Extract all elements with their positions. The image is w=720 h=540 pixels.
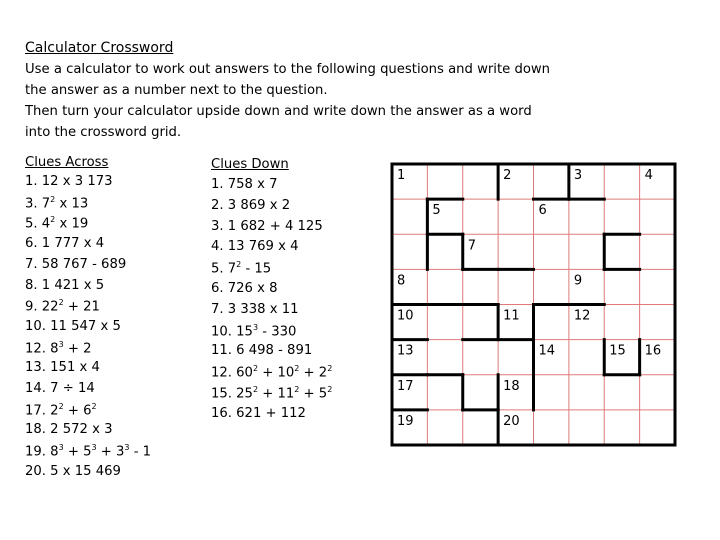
clue-text: 5. 4 [25,216,51,232]
clue-text: + 21 [63,299,100,315]
grid-number: 12 [573,308,591,324]
clue-text: 9. 22 [25,299,59,315]
clue-text: 19. 8 [25,444,59,460]
clue-exponent: 2 [58,298,64,308]
clue-exponent: 2 [294,364,300,374]
clue-text: 11. 6 498 - 891 [211,343,313,359]
clue-text: x 19 [55,216,89,232]
instruction-line: the answer as a number next to the question. [25,83,328,98]
grid-number: 14 [538,343,556,359]
clue-text: 13. 151 x 4 [25,360,100,376]
clue-exponent: 2 [252,364,259,374]
grid-number: 1 [397,168,406,183]
grid-number: 15 [609,343,626,359]
clue-exponent: 2 [252,385,259,394]
clue-text: 4. 13 769 x 4 [211,239,299,255]
clue-text: + 2 [299,365,328,381]
clue-text: x 13 [55,196,89,212]
clue-exponent: 2 [327,385,333,394]
clue-text: 7. 58 767 - 689 [25,256,127,272]
clue-text: 15. 25 [211,386,253,402]
instruction-line: Then turn your calculator upside down and write down the answer as a word [25,104,532,119]
grid-number: 20 [503,413,520,429]
grid-number: 11 [503,308,520,324]
clue-text: 10. 11 547 x 5 [25,318,121,334]
clue-text: + 11 [258,386,295,402]
clue-text: + 5 [299,386,328,402]
grid-number: 16 [644,343,662,359]
grid-number: 5 [432,203,441,219]
clue-text: 8. 1 421 x 5 [25,277,105,293]
instruction-line: into the crossword grid. [25,125,182,140]
clue-exponent: 2 [327,364,333,374]
grid-number: 18 [503,378,520,394]
clue-text: + 5 [63,444,92,460]
clue-text: - 15 [241,261,272,277]
clue-text: 18. 2 572 x 3 [25,422,113,438]
grid-number: 19 [397,413,414,429]
clue-text: + 6 [63,403,92,419]
clue-text: 1. 758 x 7 [211,177,278,192]
grid-number: 9 [573,273,583,289]
clue-text: - 1 [129,444,152,460]
clue-text: 16. 621 + 112 [211,405,306,421]
clue-text: 3. 1 682 + 4 125 [211,218,323,234]
clue-text: - 330 [258,323,297,339]
clues-down-heading: Clues Down [211,157,289,172]
clue-text: 12. 8 [25,340,59,356]
clue-exponent: 2 [294,385,300,394]
clue-text: 5. 7 [211,261,237,277]
page-title: Calculator Crossword [25,40,174,56]
clue-exponent: 3 [91,443,97,453]
clue-exponent: 2 [50,215,56,225]
grid-number: 6 [538,203,547,219]
clue-text: + 2 [63,340,92,356]
clue-text: 7. 3 338 x 11 [211,301,299,317]
clue-exponent: 2 [58,401,64,411]
clue-text: + 10 [258,365,295,381]
clue-text: 10. 15 [211,323,253,339]
clue-text: 1. 12 x 3 173 [25,174,113,189]
grid-number: 4 [644,168,653,183]
grid-number: 3 [573,168,583,183]
clue-exponent: 2 [236,260,242,270]
clue-text: 2. 3 869 x 2 [211,197,291,213]
instruction-line: Use a calculator to work out answers to the following questions and write down [25,62,551,77]
clues-across-heading: Clues Across [25,155,109,170]
grid-number: 13 [397,343,414,359]
clue-exponent: 3 [58,339,64,349]
grid-number: 10 [397,308,414,324]
clue-exponent: 2 [50,194,56,204]
clue-text: 14. 7 ÷ 14 [25,381,95,396]
clue-exponent: 3 [58,443,64,453]
clue-exponent: 3 [252,322,259,332]
clue-text: 3. 7 [25,196,51,212]
grid-number: 17 [397,378,414,394]
clue-text: 6. 726 x 8 [211,281,278,296]
clue-text: 12. 60 [211,365,253,381]
clue-exponent: 3 [124,443,130,453]
clue-text: 17. 2 [25,403,59,419]
grid-number: 7 [467,238,477,254]
clue-text: + 3 [96,444,125,460]
grid-number: 2 [503,168,512,183]
clue-exponent: 2 [91,401,97,411]
grid-number: 8 [397,273,406,289]
clue-text: 6. 1 777 x 4 [25,236,105,252]
clue-text: 20. 5 x 15 469 [25,463,121,479]
